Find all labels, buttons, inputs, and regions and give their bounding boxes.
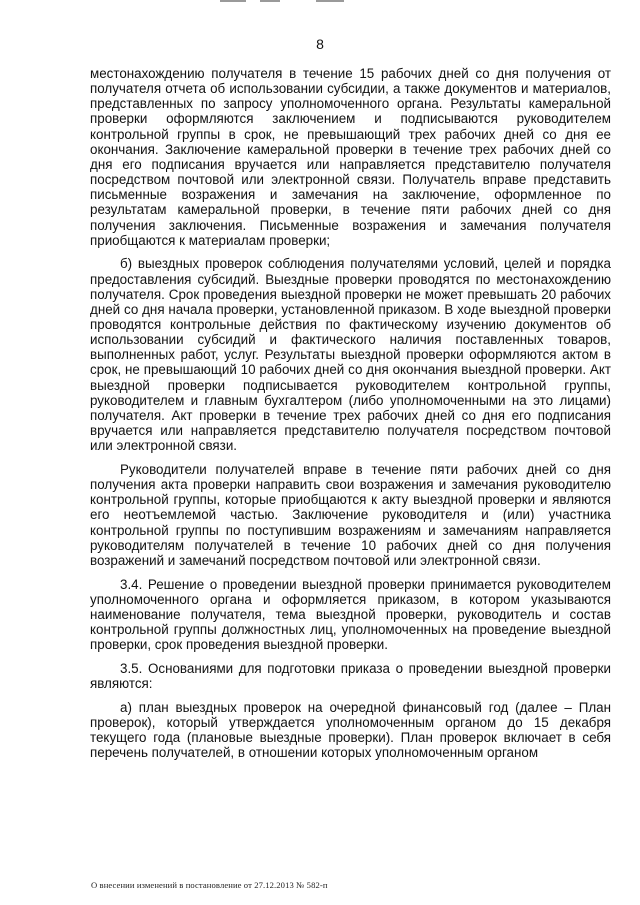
paragraph-3-5: 3.5. Основаниями для подготовки приказа о проведении выездной проверки являются:: [90, 660, 611, 691]
document-body: [90, 66, 611, 760]
paragraph-vyezdnye-proverki: б) выездных проверок соблюдения получателями условий, целей и порядка предоставления субсидий. Выездные проверки проводятся по местонахождению получателя. Срок проведения выездной проверки не может превышать 20 рабочих дней со дня начала проверки, установленной приказом. В ходе выездной проверки проводятся контрольные действия по фактическому изучению документов об использовании субсидий и фактического наличия поставленных товаров, выполненных работ, услуг. Результаты выездной проверки оформляются актом в срок, не превышающий 10 рабочих дней со дня окончания выездной проверки. Акт выездной проверки подписывается руководителем контрольной группы, руководителем и главным бухгалтером (либо уполномоченными на это лицами) получателя. Акт проверки в течение трех рабочих дней со дня его подписания вручается или направляется представителю получателя посредством почтовой или электронной связи.: [90, 256, 611, 454]
paragraph-plan-proverok: а) план выездных проверок на очередной финансовый год (далее – План проверок), который утверждается уполномоченным органом до 15 декабря текущего года (плановые выездные проверки). План проверок включает в себя перечень получателей, в отношении которых уполномоченным органом: [90, 699, 611, 761]
paragraph-vozrazheniya: Руководители получателей вправе в течение пяти рабочих дней со дня получения акта проверки направить свои возражения и замечания руководителю контрольной группы, которые приобщаются к акту выездной проверки и являются его неотъемлемой частью. Заключение руководителя и (или) участника контрольной группы по поступившим возражениям и замечаниям направляется руководителям получателей в течение 10 рабочих дней со дня получения возражений и замечаний посредством почтовой или электронной связи.: [90, 461, 611, 568]
footer-note: О внесении изменений в постановление от 27.12.2013 № 582-п: [91, 880, 328, 890]
paragraph-3-4: 3.4. Решение о проведении выездной проверки принимается руководителем уполномоченного органа и оформляется приказом, в котором указываются наименование получателя, тема выездной проверки, руководитель и состав контрольной группы должностных лиц, уполномоченных на проведение выездной проверки, срок проведения выездной проверки.: [90, 576, 611, 653]
page-number: 8: [316, 36, 324, 52]
paragraph-kameral-continuation: местонахождению получателя в течение 15 рабочих дней со дня получения от получателя отчета об использовании субсидии, а также документов и материалов, представленных по запросу уполномоченного органа. Результаты камеральной проверки оформляются заключением и подписываются руководителем контрольной группы в срок, не превышающий трех рабочих дней со дня ее окончания. Заключение камеральной проверки в течение трех рабочих дней со дня его подписания вручается или направляется представителю получателя посредством почтовой или электронной связи. Получатель вправе представить письменные возражения и замечания на заключение, оформленное по результатам камеральной проверки, в течение пяти рабочих дней со дня получения заключения. Письменные возражения и замечания получателя приобщаются к материалам проверки;: [90, 66, 611, 248]
scan-edge-marks: [220, 0, 380, 3]
